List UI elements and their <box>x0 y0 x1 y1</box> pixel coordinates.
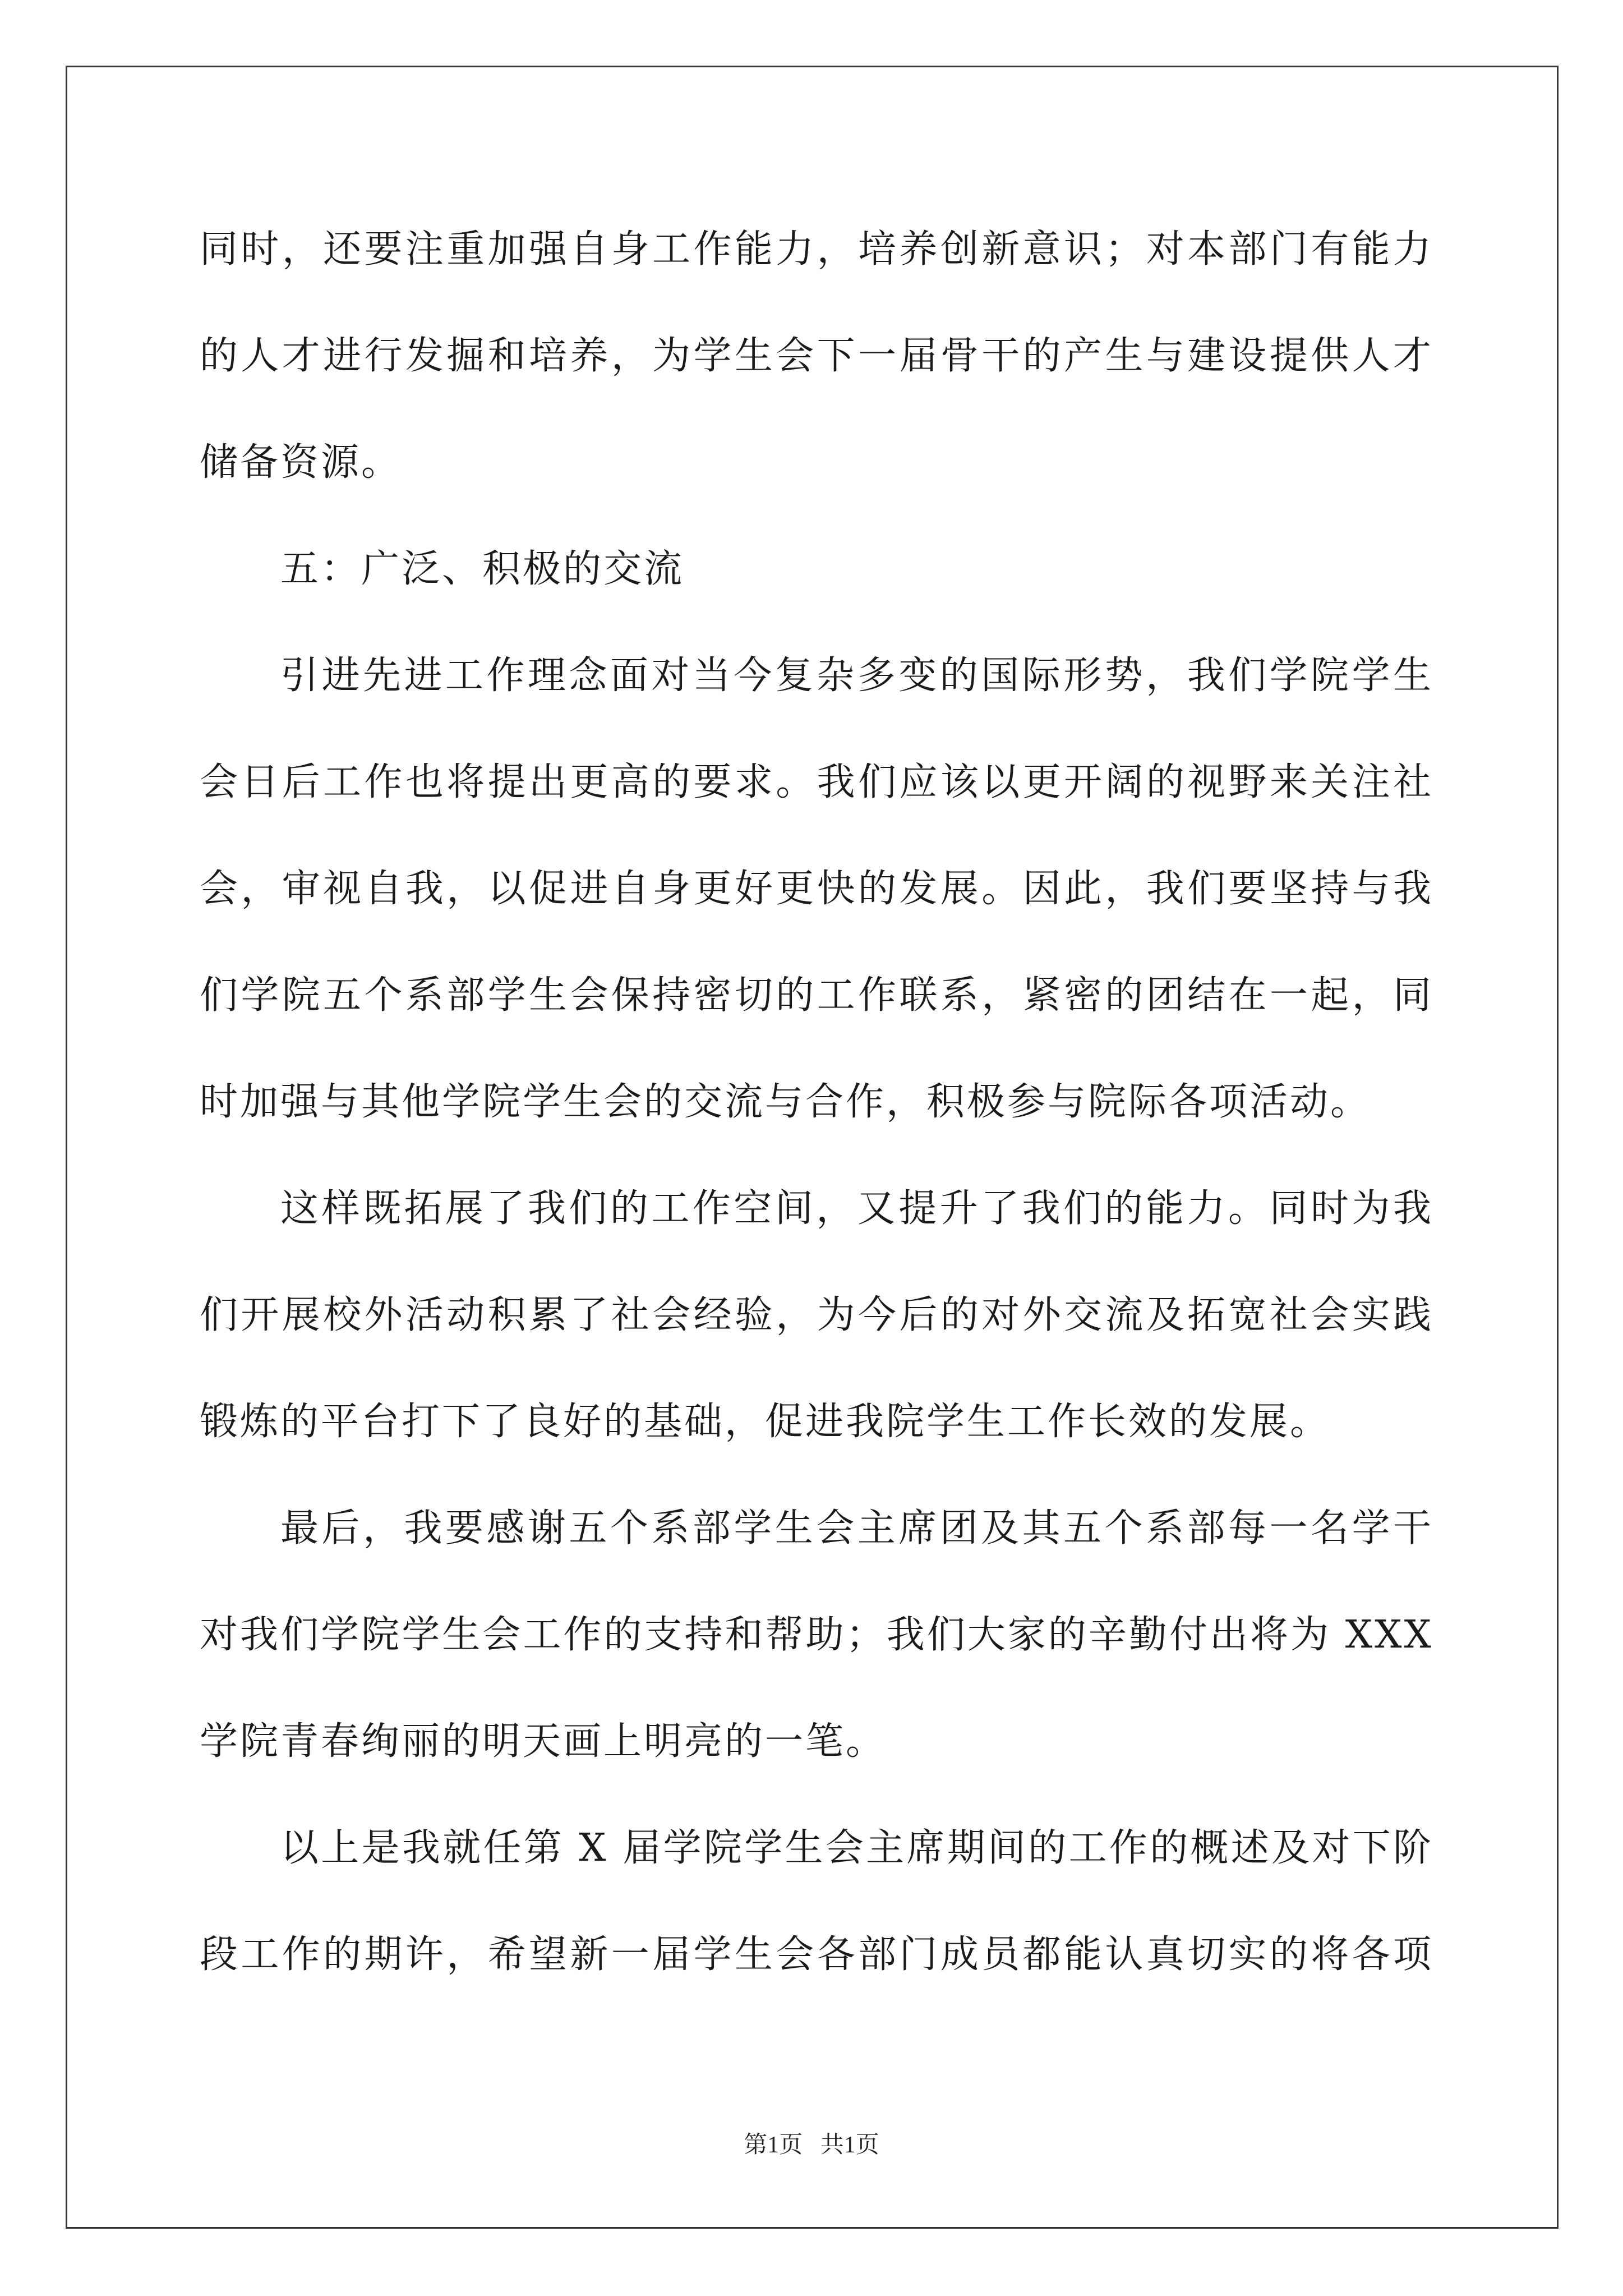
body-text-line: 们学院五个系部学生会保持密切的工作联系，紧密的团结在一起，同 <box>200 973 1433 1018</box>
body-text-line: 这样既拓展了我们的工作空间，又提升了我们的能力。同时为我 <box>280 1186 1433 1231</box>
body-text-line: 们开展校外活动积累了社会经验，为今后的对外交流及拓宽社会实践 <box>200 1293 1433 1337</box>
body-text-line: 段工作的期许，希望新一届学生会各部门成员都能认真切实的将各项 <box>200 1932 1433 1977</box>
section-heading: 五：广泛、积极的交流 <box>280 547 685 591</box>
body-text-line: 的人才进行发掘和培养，为学生会下一届骨干的产生与建设提供人才 <box>200 334 1433 378</box>
body-text-line: 引进先进工作理念面对当今复杂多变的国际形势，我们学院学生 <box>280 654 1433 698</box>
body-text-line: 对我们学院学生会工作的支持和帮助；我们大家的辛勤付出将为 XXX <box>200 1613 1433 1657</box>
body-text-line: 学院青春绚丽的明天画上明亮的一笔。 <box>200 1719 887 1764</box>
page-border <box>66 66 1559 2229</box>
body-text-line: 锻炼的平台打下了良好的基础，促进我院学生工作长效的发展。 <box>200 1400 1331 1444</box>
body-text-line: 同时，还要注重加强自身工作能力，培养创新意识；对本部门有能力 <box>200 227 1433 272</box>
body-text-line: 会日后工作也将提出更高的要求。我们应该以更开阔的视野来关注社 <box>200 760 1433 804</box>
page-number-footer: 第1页 共1页 <box>744 2132 879 2158</box>
body-text-line: 会，审视自我，以促进自身更好更快的发展。因此，我们要坚持与我 <box>200 867 1433 911</box>
body-text-line: 储备资源。 <box>200 440 402 485</box>
body-text-line: 以上是我就任第 X 届学院学生会主席期间的工作的概述及对下阶 <box>280 1826 1433 1870</box>
body-text-line: 时加强与其他学院学生会的交流与合作，积极参与院际各项活动。 <box>200 1080 1371 1124</box>
body-text-line: 最后，我要感谢五个系部学生会主席团及其五个系部每一名学干 <box>280 1506 1433 1550</box>
